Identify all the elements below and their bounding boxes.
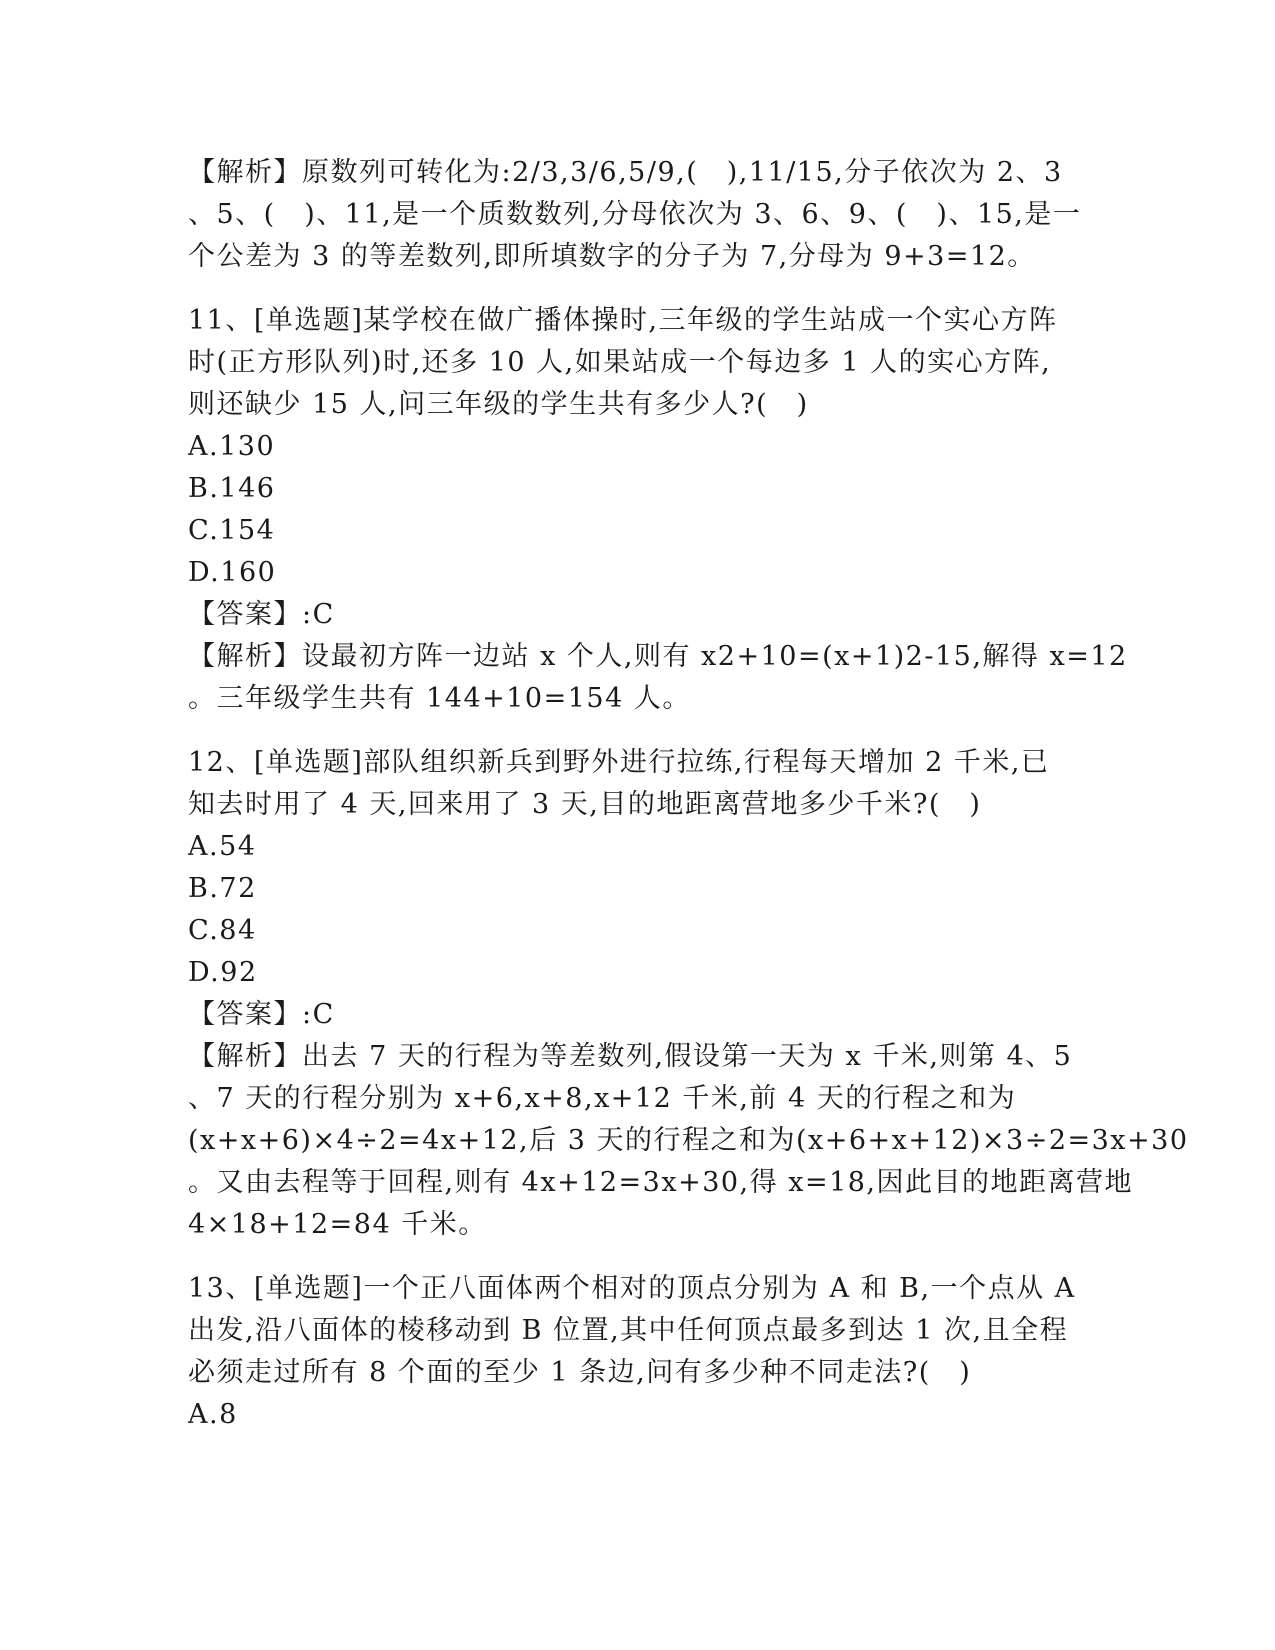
question-stem-line: 出发,沿八面体的棱移动到 B 位置,其中任何顶点最多到达 1 次,且全程 <box>188 1315 1069 1346</box>
question-stem-line: 11、[单选题]某学校在做广播体操时,三年级的学生站成一个实心方阵 <box>188 305 1058 336</box>
analysis-line: 个公差为 3 的等差数列,即所填数字的分子为 7,分母为 9+3=12。 <box>188 241 1036 272</box>
analysis-line: 。三年级学生共有 144+10=154 人。 <box>188 683 691 714</box>
question-stem-line: 知去时用了 4 天,回来用了 3 天,目的地距离营地多少千米?( ) <box>188 789 982 820</box>
option-c: C.154 <box>188 515 276 546</box>
question-12 <box>188 742 1189 1246</box>
question-stem-line: 则还缺少 15 人,问三年级的学生共有多少人?( ) <box>188 389 809 420</box>
analysis-line: 4×18+12=84 千米。 <box>188 1209 487 1240</box>
analysis-line: 、5、( )、11,是一个质数数列,分母依次为 3、6、9、( )、15,是一 <box>188 199 1082 230</box>
option-d: D.160 <box>188 557 277 588</box>
answer-line: 【答案】:C <box>188 999 335 1030</box>
analysis-line: 【解析】出去 7 天的行程为等差数列,假设第一天为 x 千米,则第 4、5 <box>188 1041 1073 1072</box>
question-13 <box>188 1268 1088 1436</box>
option-a: A.54 <box>188 831 257 862</box>
analysis-line: 。又由去程等于回程,则有 4x+12=3x+30,得 x=18,因此目的地距离营地 <box>188 1167 1134 1198</box>
option-b: B.72 <box>188 873 257 904</box>
answer-line: 【答案】:C <box>188 599 335 630</box>
question-11 <box>188 300 1128 720</box>
analysis-line: (x+x+6)×4÷2=4x+12,后 3 天的行程之和为(x+6+x+12)×3÷2=3x+30 <box>188 1125 1189 1156</box>
question-stem-line: 13、[单选题]一个正八面体两个相对的顶点分别为 A 和 B,一个点从 A <box>188 1273 1076 1304</box>
option-a: A.130 <box>188 431 276 462</box>
option-b: B.146 <box>188 473 276 504</box>
question-stem-line: 12、[单选题]部队组织新兵到野外进行拉练,行程每天增加 2 千米,已 <box>188 747 1050 778</box>
question-10-analysis <box>188 152 1088 278</box>
page-content <box>188 152 1189 1436</box>
analysis-line: 、7 天的行程分别为 x+6,x+8,x+12 千米,前 4 天的行程之和为 <box>188 1083 1017 1114</box>
option-c: C.84 <box>188 915 257 946</box>
analysis-line: 【解析】原数列可转化为:2/3,3/6,5/9,( ),11/15,分子依次为 2、3 <box>188 157 1063 188</box>
option-a: A.8 <box>188 1399 238 1430</box>
question-stem-line: 时(正方形队列)时,还多 10 人,如果站成一个每边多 1 人的实心方阵, <box>188 347 1052 378</box>
question-stem-line: 必须走过所有 8 个面的至少 1 条边,问有多少种不同走法?( ) <box>188 1357 972 1388</box>
option-d: D.92 <box>188 957 258 988</box>
analysis-line: 【解析】设最初方阵一边站 x 个人,则有 x2+10=(x+1)2-15,解得 x=12 <box>188 641 1128 672</box>
